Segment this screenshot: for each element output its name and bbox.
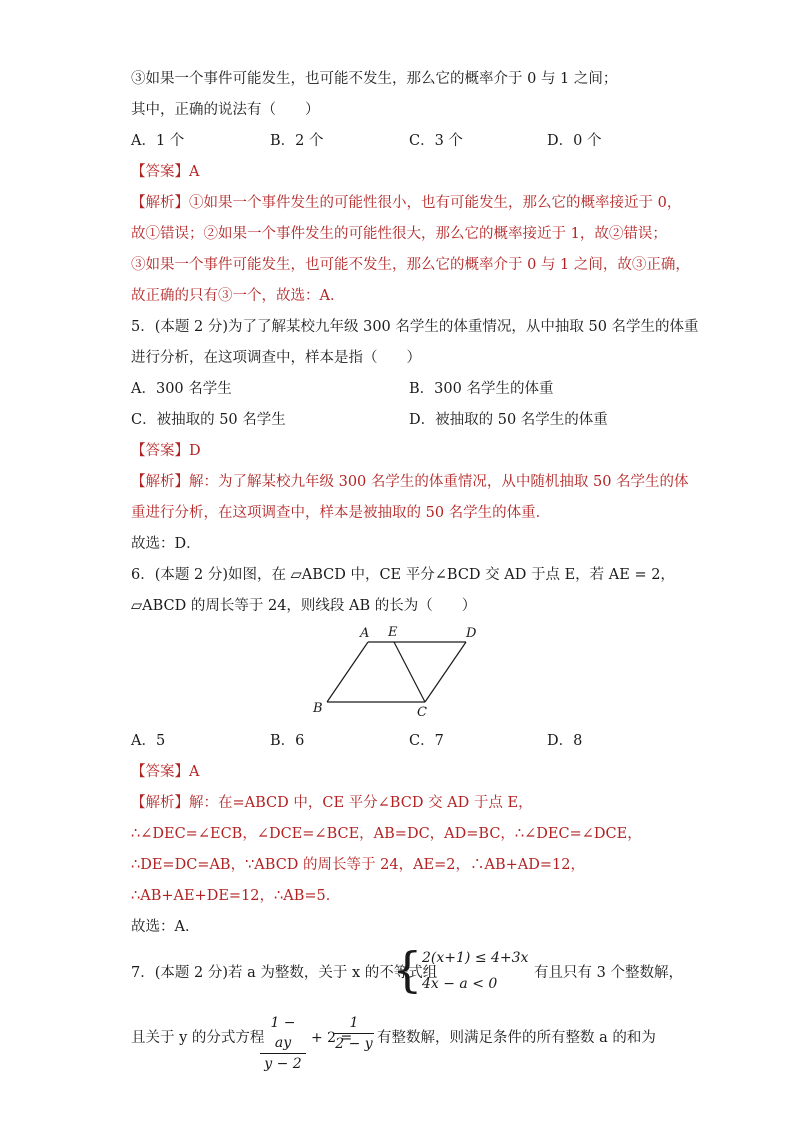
- q5-option-d: D．被抽取的 50 名学生的体重: [409, 412, 608, 428]
- q4-analysis-line: ③如果一个事件可能发生，也可能不发生，那么它的概率介于 0 与 1 之间，故③正确，: [131, 257, 690, 273]
- q6-answer: 【答案】A: [131, 764, 200, 780]
- q4-option-b: B．2 个: [270, 133, 324, 149]
- q4-analysis-line: 故①错误；②如果一个事件发生的可能性很大，那么它的概率接近于 1，故②错误；: [131, 226, 667, 242]
- q5-option-b: B．300 名学生的体重: [409, 381, 554, 397]
- q4-analysis-line: 【解析】①如果一个事件发生的可能性很小，也有可能发生，那么它的概率接近于 0，: [131, 195, 682, 211]
- fraction-denominator: 2 − y: [335, 1036, 373, 1052]
- fraction-denominator: y − 2: [264, 1056, 302, 1072]
- q5-option-c: C．被抽取的 50 名学生: [131, 412, 286, 428]
- q6-option-b: B．6: [270, 733, 305, 749]
- q6-stem-line: ▱ABCD 的周长等于 24，则线段 AB 的长为（ ）: [131, 598, 477, 614]
- q5-analysis-line: 重进行分析，在这项调查中，样本是被抽取的 50 名学生的体重．: [131, 505, 551, 521]
- q6-option-c: C．7: [409, 733, 444, 749]
- q5-answer: 【答案】D: [131, 443, 201, 459]
- q5-stem-line: 5．(本题 2 分)为了了解某校九年级 300 名学生的体重情况，从中抽取 50 名学生的体重: [131, 319, 699, 335]
- label-e: E: [388, 625, 398, 640]
- q6-option-a: A．5: [131, 733, 166, 749]
- q4-option-d: D．0 个: [547, 133, 602, 149]
- inequality-row: 2(x+1) ≤ 4+3x: [422, 950, 529, 966]
- q6-analysis-line: 故选：A．: [131, 919, 200, 935]
- q6-option-d: D．8: [547, 733, 583, 749]
- parallelogram-figure: [300, 622, 500, 722]
- segment-ce: [394, 642, 425, 702]
- inequality-system: [392, 942, 529, 1000]
- segment-cd: [425, 642, 466, 702]
- plus-equals: + 2 =: [311, 1030, 353, 1046]
- fraction-numerator: 1: [334, 1013, 374, 1034]
- q4-option-c: C．3 个: [409, 133, 463, 149]
- q5-stem-line: 进行分析，在这项调查中，样本是指（ ）: [131, 350, 421, 366]
- q5-analysis-line: 故选：D．: [131, 536, 201, 552]
- q6-analysis-line: ∴∠DEC=∠ECB，∠DCE=∠BCE，AB=DC，AD=BC，∴∠DEC=∠DCE，: [131, 826, 642, 842]
- q4-answer: 【答案】A: [131, 164, 200, 180]
- q4-option-a: A．1 个: [131, 133, 185, 149]
- q6-analysis-line: ∴DE=DC=AB，∵ABCD 的周长等于 24，AE=2，∴AB+AD=12，: [131, 857, 585, 873]
- q6-stem-line: 6．(本题 2 分)如图，在 ▱ABCD 中，CE 平分∠BCD 交 AD 于点 E，若 AE = 2，: [131, 567, 675, 583]
- q7-stem-end: 有且只有 3 个整数解，: [534, 965, 683, 981]
- fraction-one: [260, 1013, 306, 1074]
- inequality-row: 4x − a < 0: [422, 976, 498, 992]
- brace-icon: {: [392, 942, 423, 998]
- q6-analysis-line: ∴AB+AE+DE=12，∴AB=5．: [131, 888, 341, 904]
- fraction-two: [334, 1013, 374, 1054]
- q4-item3: ③如果一个事件可能发生，也可能不发生，那么它的概率介于 0 与 1 之间；: [131, 71, 618, 87]
- fraction-numerator: 1 − ay: [260, 1013, 306, 1054]
- q5-option-a: A．300 名学生: [131, 381, 232, 397]
- label-d: D: [466, 626, 477, 641]
- q7-stem-start: 7．(本题 2 分)若 a 为整数，关于 x 的不等式组: [131, 965, 438, 981]
- label-a: A: [360, 626, 370, 641]
- segment-ab: [327, 642, 368, 702]
- q4-analysis-line: 故正确的只有③一个，故选：A．: [131, 288, 345, 304]
- q5-analysis-line: 【解析】解：为了解某校九年级 300 名学生的体重情况，从中随机抽取 50 名学生的体: [131, 474, 689, 490]
- q7-line2-start: 且关于 y 的分式方程: [131, 1030, 265, 1046]
- q6-analysis-line: 【解析】解：在=ABCD 中，CE 平分∠BCD 交 AD 于点 E，: [131, 795, 533, 811]
- label-c: C: [417, 705, 427, 720]
- label-b: B: [313, 701, 323, 716]
- q7-line2-end: 有整数解，则满足条件的所有整数 a 的和为: [377, 1030, 656, 1046]
- q4-stem-end: 其中，正确的说法有（ ）: [131, 102, 320, 118]
